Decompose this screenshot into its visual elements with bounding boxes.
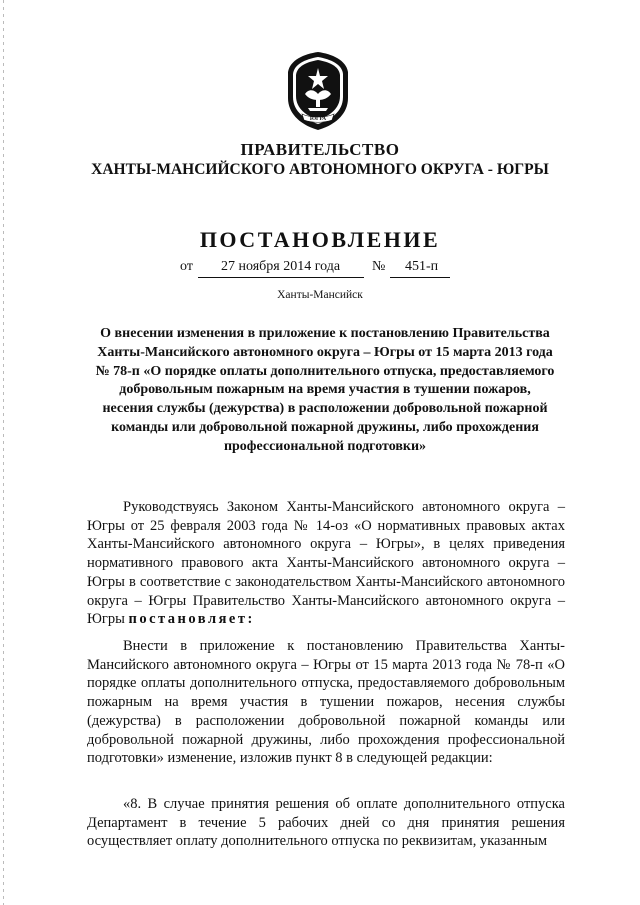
number-underline	[390, 277, 450, 278]
government-title: ПРАВИТЕЛЬСТВО	[240, 140, 400, 159]
preamble-text: Руководствуясь Законом Ханты-Мансийского автономного округа – Югры от 25 февраля 2003 года № 14-оз «О нормативных правовых актах Ханты-Мансийского автономного округа – Югры», в целях приведения нормативного правового акта Ханты-Мансийского автономного округа – Югры в соответствие с законодательством Ханты-Мансийского автономного округа – Югры Правительство Ханты-Мансийского автономного округа – Югры	[87, 499, 565, 628]
date-underline	[198, 277, 364, 278]
document-type: ПОСТАНОВЛЕНИЕ	[199, 227, 441, 252]
paragraph-amendment: Внести в приложение к постановлению Правительства Ханты-Мансийского автономного округа – Югры от 15 марта 2013 года № 78-п «О порядке оплаты дополнительного отпуска, предоставляемого добровольным пожарным на время участия в тушении пожаров, несения службы (дежурства) в расположении добровольной пожарной команды или добровольной пожарной дружины, либо прохождения профессиональной подготовки» изменение, изложив пункт 8 в следующей редакции:	[87, 638, 565, 767]
number-prefix: №	[372, 259, 386, 274]
document-city: Ханты-Мансийск	[277, 289, 363, 301]
khmao-coat-of-arms-icon	[282, 50, 354, 132]
scan-edge	[3, 0, 4, 905]
date-prefix: от	[180, 259, 193, 274]
preamble-colon: :	[247, 611, 255, 628]
paragraph-clause-8: «8. В случае принятия решения об оплате дополнительного отпуска Департамент в течение 5 рабочих дней со дня принятия решения осуществляет оплату дополнительного отпуска по реквизитам, указанным	[87, 796, 565, 850]
government-region: ХАНТЫ-МАНСИЙСКОГО АВТОНОМНОГО ОКРУГА - ЮГРЫ	[91, 161, 549, 178]
document-number: 451-п	[405, 259, 439, 274]
emblem-caption: ЮГРА	[309, 116, 327, 122]
document-date: 27 ноября 2014 года	[221, 259, 341, 274]
document-title: О внесении изменения в приложение к постановлению Правительства Ханты-Мансийского автономного округа – Югры от 15 марта 2013 года № 78-п «О порядке оплаты дополнительного отпуска, предоставляемого добровольным пожарным на время участия в тушении пожаров, несения службы (дежурства) в расположении добровольной пожарной команды или добровольной пожарной дружины, либо прохождения профессиональной подготовки»	[95, 326, 555, 454]
paragraph-preamble	[87, 498, 565, 629]
preamble-keyword: постановляет	[128, 611, 248, 628]
